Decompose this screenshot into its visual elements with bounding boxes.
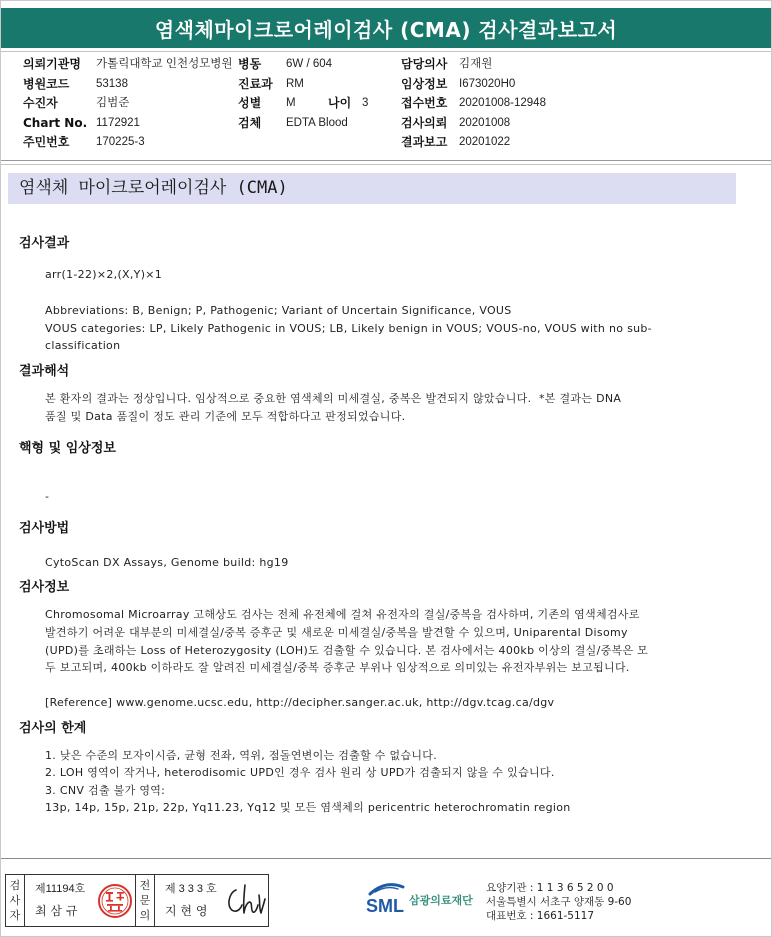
report-date-label: 결과보고: [401, 135, 448, 149]
examiner-role: 검사자: [9, 879, 21, 922]
info-divider-top: [1, 160, 771, 161]
report-date-value: 20201022: [459, 136, 511, 148]
sex-value: M: [286, 97, 296, 109]
specialist-role: 전문의: [139, 879, 151, 922]
limitations-heading: 검사의 한계: [19, 721, 87, 736]
info-divider-bottom: [1, 164, 771, 165]
department-value: RM: [286, 78, 304, 90]
test-info-line: 발견하기 어려운 대부분의 미세결실/중복 증후군 및 새로운 미세결실/중복을 발견할 수 있으며, Uniparental Disomy: [45, 626, 628, 639]
age-value: 3: [362, 97, 369, 109]
institution-value: 가톨릭대학교 인천성모병원: [96, 58, 233, 70]
examiner-role-cell: [6, 875, 25, 926]
seal-stamp: [97, 883, 133, 919]
logo-letters: SML: [366, 896, 404, 916]
institution-label: 의뢰기관명: [23, 57, 81, 71]
test-info-heading: 검사정보: [19, 580, 70, 595]
department-label: 진료과: [238, 77, 273, 91]
specialist-license: 제333호: [165, 883, 220, 895]
test-title: 염색체 마이크로어레이검사 (CMA): [19, 178, 288, 198]
specimen-value: EDTA Blood: [286, 117, 348, 129]
abbreviation-note: Abbreviations: B, Benign; P, Pathogenic; Variant of Uncertain Significance, VOUS: [45, 304, 512, 317]
interpretation-line: 품질 및 Data 품질이 정도 관리 기준에 모두 적합하다고 판정되었습니다.: [45, 410, 406, 423]
karyotype-result: arr(1-22)×2,(X,Y)×1: [45, 268, 163, 281]
request-date-value: 20201008: [459, 117, 511, 129]
header-divider: [1, 51, 771, 52]
doctor-label: 담당의사: [401, 57, 448, 71]
specialist-name: 지 현 영: [165, 904, 208, 918]
vous-categories-note-cont: classification: [45, 339, 121, 352]
test-info-line: (UPD)를 초래하는 Loss of Heterozygosity (LOH)도 검출할 수 있습니다. 본 검사에서는 400kb 이상의 결실/중복은 모: [45, 644, 649, 657]
accession-no-label: 접수번호: [401, 96, 448, 110]
resident-no-value: 170225-3: [96, 136, 145, 148]
limitation-item: 2. LOH 영역이 작거나, heterodisomic UPD인 경우 검사 원리 상 UPD가 검출되지 않을 수 있습니다.: [45, 766, 555, 779]
test-title-band: [8, 173, 736, 204]
age-label: 나이: [328, 96, 352, 110]
limitation-item: 3. CNV 검출 불가 영역:: [45, 784, 166, 797]
specialist-role-cell: [135, 875, 155, 926]
karyotype-clinical-value: -: [45, 490, 50, 503]
report-header: [1, 8, 771, 48]
doctor-value: 김재원: [459, 58, 493, 70]
clinical-info-label: 임상정보: [401, 77, 448, 91]
lab-name: 삼광의료재단: [409, 894, 473, 907]
test-info-line: 두 보고되며, 400kb 이하라도 잘 알려진 미세결실/중복 증후군 부위나 임상적으로 의미있는 유전자부위는 보고됩니다.: [45, 661, 630, 674]
clinical-info-value: I673020H0: [459, 78, 516, 90]
specimen-label: 검체: [238, 116, 262, 130]
request-date-label: 검사의뢰: [401, 116, 448, 130]
accession-no-value: 20201008-12948: [459, 97, 546, 109]
sex-label: 성별: [238, 96, 262, 110]
handwritten-signature: [224, 881, 266, 921]
patient-name-value: 김범준: [96, 97, 130, 109]
test-info-line: Chromosomal Microarray 고해상도 검사는 전체 유전체에 걸쳐 유전자의 결실/중복을 검사하며, 기존의 염색체검사로: [45, 608, 640, 621]
hospital-code-label: 병원코드: [23, 77, 70, 91]
signature-box: [5, 874, 269, 927]
interpretation-heading: 결과해석: [19, 364, 70, 379]
limitation-item: 13p, 14p, 15p, 21p, 22p, Yq11.23, Yq12 및 모든 염색체의 pericentric heterochromatin region: [45, 801, 571, 814]
chart-no-value: 1172921: [96, 117, 140, 129]
lab-phone: 대표번호 : 1661-5117: [486, 910, 595, 922]
lab-institution-code: 요양기관 : 1 1 3 6 5 2 0 0: [486, 882, 614, 894]
hospital-code-value: 53138: [96, 78, 128, 90]
examiner-license: 제11194호: [35, 883, 86, 895]
result-heading: 검사결과: [19, 236, 70, 251]
chart-no-label: Chart No.: [23, 116, 88, 130]
report-title: 염색체마이크로어레이검사 (CMA) 검사결과보고서: [154, 17, 618, 42]
ward-value: 6W / 604: [286, 58, 333, 70]
resident-no-label: 주민번호: [23, 135, 70, 149]
patient-name-label: 수진자: [23, 96, 58, 110]
ward-label: 병동: [238, 57, 262, 71]
vous-categories-note: VOUS categories: LP, Likely Pathogenic in VOUS; LB, Likely benign in VOUS; VOUS-no, VOUS with no sub-: [45, 322, 652, 335]
method-heading: 검사방법: [19, 521, 70, 536]
sml-logo: [365, 878, 409, 920]
footer-divider: [1, 858, 771, 859]
reference-line: [Reference] www.genome.ucsc.edu, http://decipher.sanger.ac.uk, http://dgv.tcag.ca/dgv: [45, 696, 555, 709]
examiner-name: 최 삼 규: [35, 904, 78, 918]
method-value: CytoScan DX Assays, Genome build: hg19: [45, 556, 289, 569]
interpretation-line: 본 환자의 결과는 정상입니다. 임상적으로 중요한 염색체의 미세결실, 중복은 발견되지 않았습니다. *본 결과는 DNA: [45, 392, 622, 405]
lab-address: 서울특별시 서초구 양재동 9-60: [486, 896, 632, 908]
karyotype-clinical-heading: 핵형 및 임상정보: [19, 441, 116, 456]
limitation-item: 1. 낮은 수준의 모자이시즘, 균형 전좌, 역위, 점돌연변이는 검출할 수 없습니다.: [45, 749, 438, 762]
